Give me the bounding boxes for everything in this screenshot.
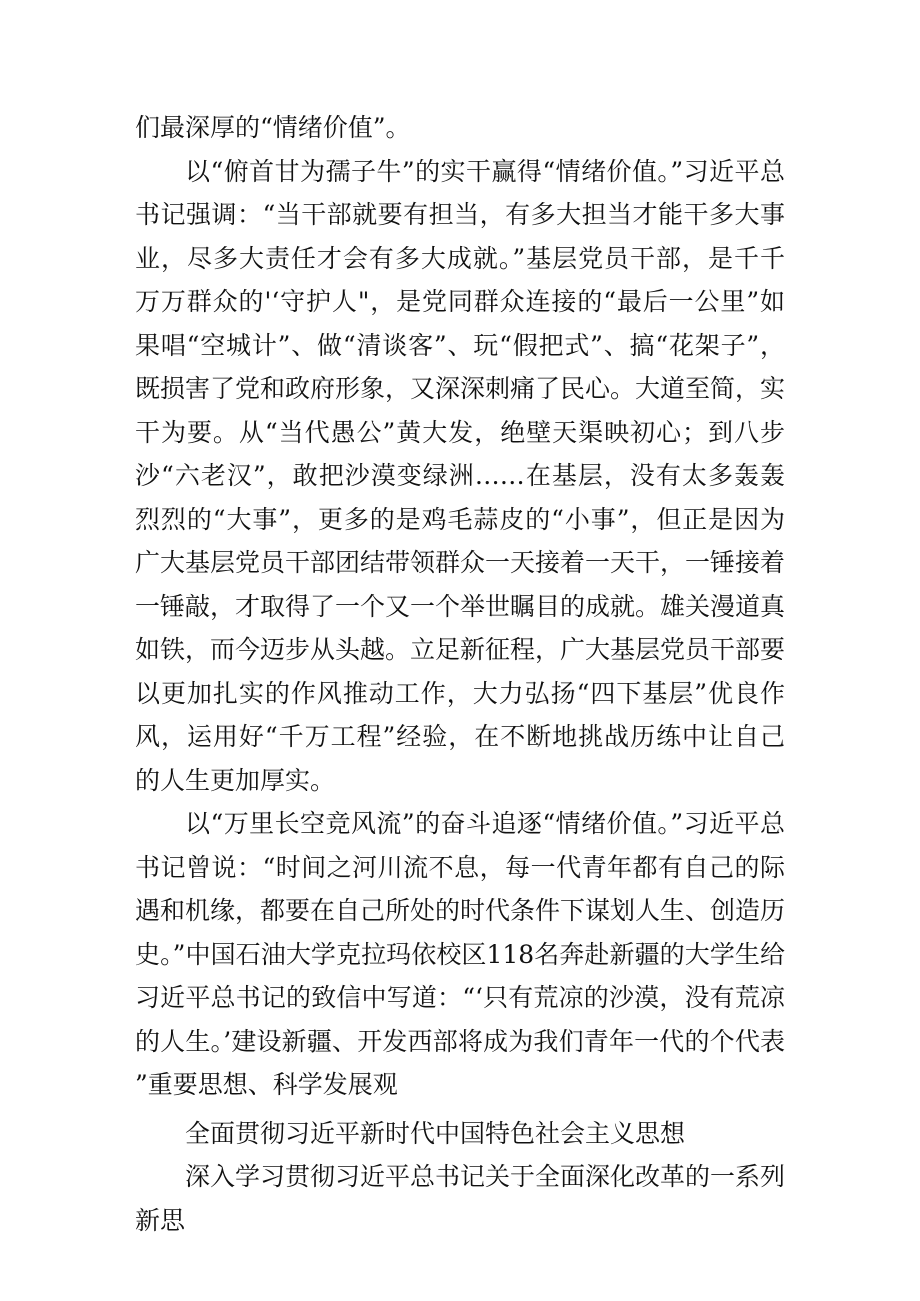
- paragraph-2: 以“俯首甘为孺子牛”的实干赢得“情绪价值。”习近平总书记强调：“当干部就要有担当，有多大担当才能干多大事业，尽多大责任才会有多大成就。”基层党员干部，是千千万万群众的'‘守护人"，是党同群众连接的“最后一公里”如果唱“空城计”、做“清谈客”、玩“假把式”、搞“花架子”，既损害了党和政府形象，又深深刺痛了民心。大道至简，实干为要。从“当代愚公”黄大发，绝壁天渠映初心；到八步沙“六老汉”，敢把沙漠变绿洲……在基层，没有太多轰轰烈烈的“大事”，更多的是鸡毛蒜皮的“小事”，但正是因为广大基层党员干部团结带领群众一天接着一天干，一锤接着一锤敲，才取得了一个又一个举世瞩目的成就。雄关漫道真如铁，而今迈步从头越。立足新征程，广大基层党员干部要以更加扎实的作风推动工作，大力弘扬“四下基层”优良作风，运用好“千万工程”经验，在不断地挑战历练中让自己的人生更加厚实。: [135, 156, 786, 795]
- paragraph-1: 们最深厚的“情绪价值”。: [135, 113, 411, 142]
- line-1: 全面贯彻习近平新时代中国特色社会主义思想: [185, 1118, 686, 1148]
- document-body: [135, 106, 785, 1242]
- line-2: 深入学习贯彻习近平总书记关于全面深化改革的一系列新思: [135, 1162, 786, 1235]
- paragraph-3: 以“万里长空竞风流”的奋斗追逐“情绪价值。”习近平总书记曾说：“时间之河川流不息，每一代青年都有自己的际遇和机缘，都要在自己所处的时代条件下谋划人生、创造历史。”中国石油大学克拉玛依校区118名奔赴新疆的大学生给习近平总书记的致信中写道：“‘只有荒凉的沙漠，没有荒凉的人生。’建设新疆、开发西部将成为我们青年一代的个代表”重要思想、科学发展观: [135, 809, 786, 1099]
